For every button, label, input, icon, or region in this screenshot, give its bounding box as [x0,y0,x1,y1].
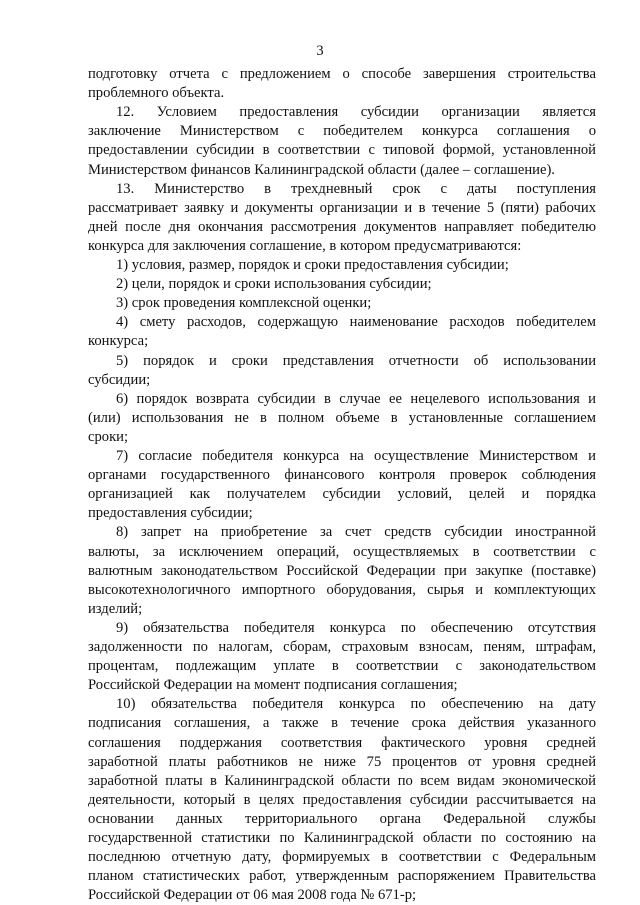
text-line: государственной статистики по Калининградской области по состоянию на [88,830,596,846]
text-line: 9) обязательства победителя конкурса по обеспечению отсутствия [116,619,596,636]
text-line: предоставлении субсидии в соответствии с типовой формой, установленной [88,142,596,159]
text-line: Министерством финансов Калининградской области (далее – соглашение). [88,161,555,178]
text-line: основании данных территориального органа Федеральной службы [88,810,596,827]
text-line: 6) порядок возврата субсидии в случае ее нецелевого использования и [116,390,596,407]
text-line: 3) срок проведения комплексной оценки; [116,295,372,312]
text-line: Российской Федерации на момент подписания соглашения; [88,677,458,694]
text-line: проблемного объекта. [88,85,225,102]
text-line: заработной платы в Калининградской области по всем видам экономической [88,772,596,789]
text-line: 8) запрет на приобретение за счет средств субсидии иностранной [116,524,596,541]
text-line: предоставления субсидии; [88,505,253,522]
text-line: 2) цели, порядок и сроки использования субсидии; [116,276,432,293]
text-line: соглашения поддержания соответствия фактического уровня средней [88,734,596,751]
text-line: изделий; [88,600,143,617]
text-line: валюты, за исключением операций, осуществляемых в соответствии с [88,543,596,560]
text-line: организацией как получателем субсидии условий, целей и порядка [88,486,596,503]
text-line: 4) смету расходов, содержащую наименование расходов победителем [116,314,596,331]
text-line: 10) обязательства победителя конкурса по обеспечению на дату [116,696,596,713]
text-line: органами государственного финансового контроля проверок соблюдения [88,467,596,484]
text-line: дней после дня окончания рассмотрения документов направляет победителю [88,218,596,235]
text-line: 5) порядок и сроки представления отчетности об использовании [116,352,596,369]
text-line: подготовку отчета с предложением о способе завершения строительства [88,66,596,82]
text-line: деятельности, который в целях предоставления субсидии рассчитывается на [88,791,596,808]
text-line: рассматривает заявку и документы организации и в течение 5 (пяти) рабочих [88,199,596,216]
text-line: сроки; [88,428,129,445]
text-line: (или) использования не в полном объеме в установленные соглашением [88,409,596,426]
text-line: конкурса; [88,333,149,350]
text-line: заработной платы работников не ниже 75 процентов от уровня средней [88,753,596,770]
text-line: субсидии; [88,371,151,388]
text-line: планом статистических работ, утвержденным распоряжением Правительства [88,868,596,885]
text-line: валютным законодательством Российской Федерации при закупке (поставке) [88,562,596,579]
text-line: 12. Условием предоставления субсидии организации является [116,104,596,121]
text-line: процентам, подлежащим уплате в соответствии с законодательством [88,658,596,675]
text-line: последнюю отчетную дату, формируемых в соответствии с Федеральным [88,849,596,866]
text-line: подписания соглашения, а также в течение срока действия указанного [88,715,596,732]
text-line: задолженности по налогам, сборам, страховым взносам, пеням, штрафам, [88,639,596,655]
text-line: высокотехнологичного импортного оборудования, сырья и комплектующих [88,581,596,598]
text-line: 1) условия, размер, порядок и сроки предоставления субсидии; [116,257,509,273]
text-line: Российской Федерации от 06 мая 2008 года № 671-р; [88,887,417,904]
text-line: конкурса для заключения соглашение, в котором предусматриваются: [88,237,522,254]
text-line: 13. Министерство в трехдневный срок с даты поступления [116,180,596,197]
text-line: 7) согласие победителя конкурса на осуществление Министерством и [116,448,596,464]
page-number: 3 [316,43,324,59]
text-line: заключение Министерством с победителем конкурса соглашения о [88,123,596,140]
